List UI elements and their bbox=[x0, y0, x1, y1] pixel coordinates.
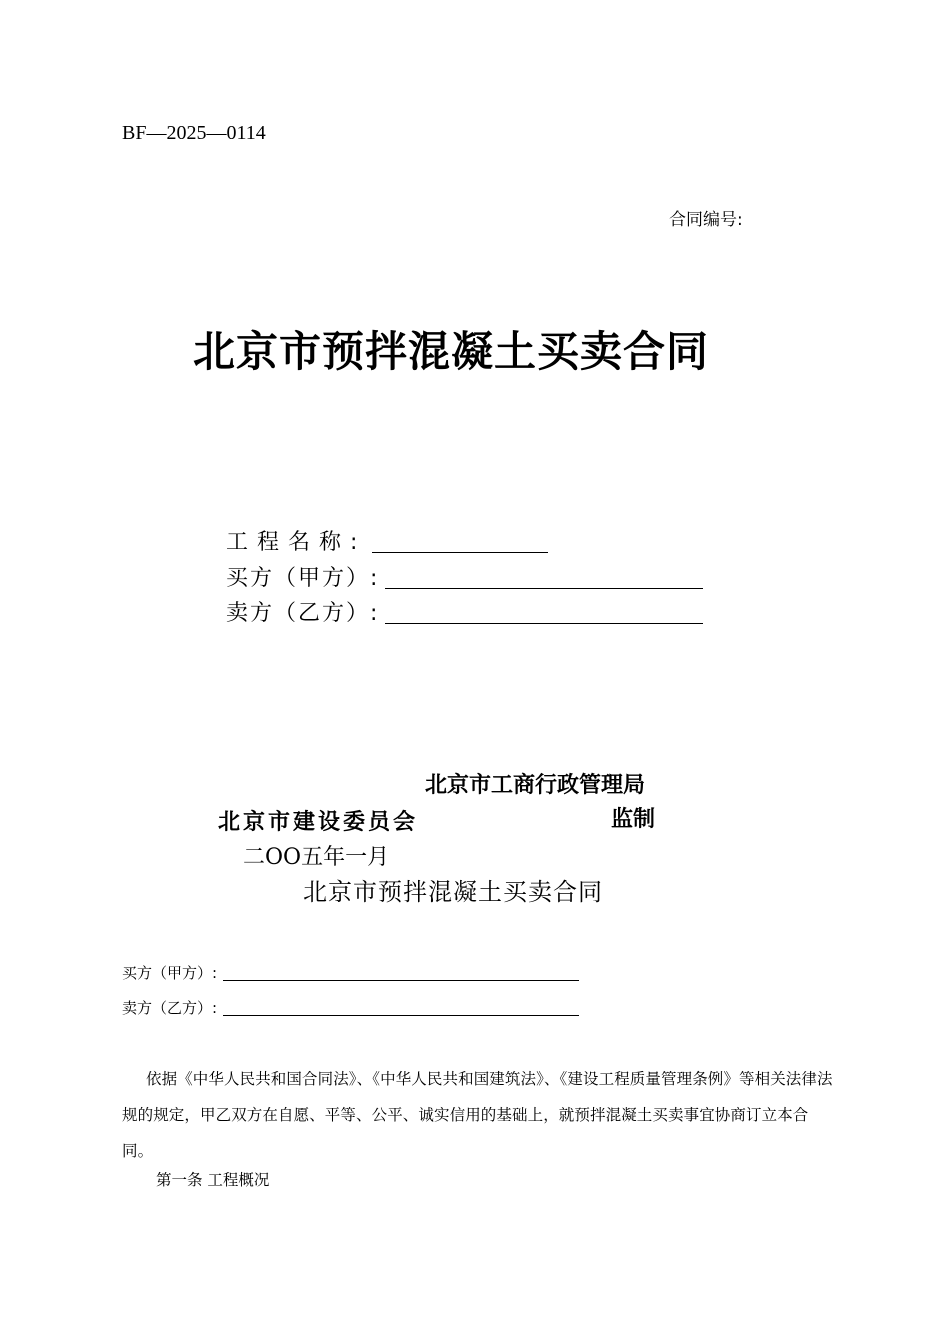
project-name-field bbox=[226, 525, 548, 556]
contract-subtitle: 北京市预拌混凝土买卖合同 bbox=[303, 878, 603, 906]
buyer-field bbox=[122, 962, 579, 983]
project-name-blank[interactable] bbox=[372, 530, 548, 553]
seller-blank[interactable] bbox=[223, 999, 579, 1016]
seller-field bbox=[122, 997, 579, 1018]
article-1-heading: 第一条 工程概况 bbox=[156, 1171, 270, 1189]
contract-number-label: 合同编号: bbox=[669, 210, 743, 230]
supervise-label: 监制 bbox=[611, 806, 656, 832]
issue-date: 二OO五年一月 bbox=[243, 845, 390, 870]
cover-seller-blank[interactable] bbox=[385, 601, 703, 624]
buyer-blank[interactable] bbox=[223, 964, 579, 981]
issuer-commerce-bureau: 北京市工商行政管理局 bbox=[425, 772, 646, 798]
cover-buyer-label: 买方（甲方）: bbox=[226, 566, 380, 591]
cover-buyer-blank[interactable] bbox=[385, 566, 703, 589]
seller-label: 卖方（乙方）: bbox=[122, 999, 218, 1017]
cover-seller-field bbox=[226, 596, 703, 627]
buyer-label: 买方（甲方）: bbox=[122, 964, 218, 982]
cover-seller-label: 卖方（乙方）: bbox=[226, 601, 380, 626]
issuer-construction-committee: 北京市建设委员会 bbox=[218, 809, 419, 835]
preamble-paragraph: 依据《中华人民共和国合同法》、《中华人民共和国建筑法》、《建设工程质量管理条例》等相关法律法规的规定，甲乙双方在自愿、平等、公平、诚实信用的基础上，就预拌混凝土买卖事宜协商订立本合同。 bbox=[122, 1070, 833, 1160]
document-code: BF—2025—0114 bbox=[122, 122, 266, 144]
project-name-label: 工程名称: bbox=[226, 530, 367, 555]
cover-title: 北京市预拌混凝土买卖合同 bbox=[193, 327, 710, 376]
cover-buyer-field bbox=[226, 561, 703, 592]
